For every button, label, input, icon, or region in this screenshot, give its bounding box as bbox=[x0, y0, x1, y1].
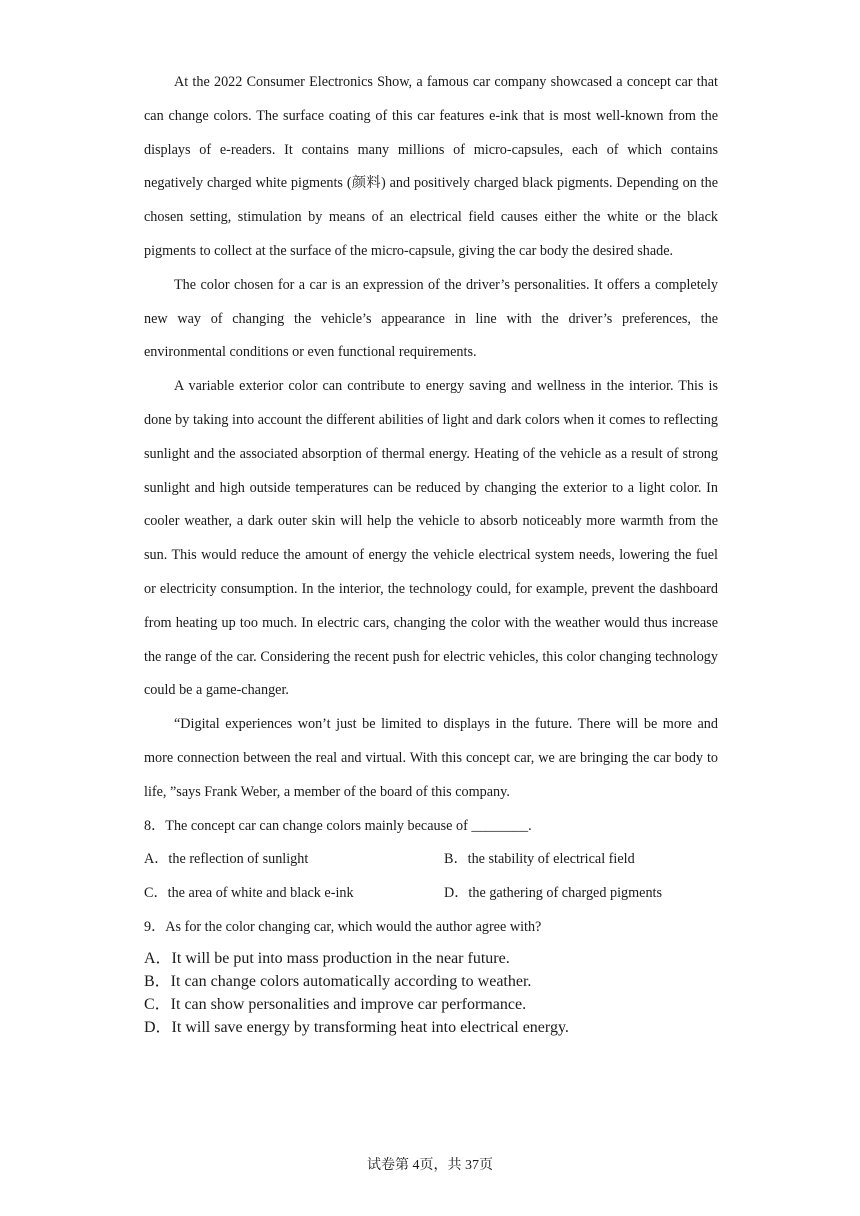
question-9-option-d: D．It will save energy by transforming heat into electrical energy. bbox=[144, 1018, 569, 1036]
question-8-option-b: B．the stability of electrical field bbox=[444, 851, 635, 868]
passage-paragraph-4: “Digital experiences won’t just be limited to displays in the future. There will be more and more connection between the real and virtual. With this concept car, we are bringing the car body to life, ”says Frank Weber, a member of the board of this company. bbox=[144, 716, 718, 800]
passage-paragraph-1: At the 2022 Consumer Electronics Show, a famous car company showcased a concept car that can change colors. The surface coating of this car features e-ink that is most well-known from the displays of e-readers. It contains many millions of micro-capsules, each of which contains negatively charged white pigments (颜料) and positively charged black pigments. Depending on the chosen setting, stimulation by means of an electrical field causes either the white or the black pigments to collect at the surface of the micro-capsule, giving the car body the desired shade. bbox=[144, 74, 718, 259]
question-8-option-a: A．the reflection of sunlight bbox=[144, 851, 309, 868]
page-footer: 试卷第 4页，共 37页 bbox=[367, 1158, 493, 1173]
question-8-option-c: C．the area of white and black e-ink bbox=[144, 885, 354, 902]
passage-paragraph-3: A variable exterior color can contribute to energy saving and wellness in the interior. This is done by taking into account the different abilities of light and dark colors when it comes to reflecting sunlight and the associated absorption of thermal energy. Heating of the vehicle as a result of strong sunlight and high outside temperatures can be reduced by changing the exterior to a light color. In cooler weather, a dark outer skin will help the vehicle to absorb noticeably more warmth from the sun. This would reduce the amount of energy the vehicle electrical system needs, lowering the fuel or electricity consumption. In the interior, the technology could, for example, prevent the dashboard from heating up too much. In electric cars, changing the color with the weather would thus increase the range of the car. Considering the recent push for electric vehicles, this color changing technology could be a game-changer. bbox=[144, 378, 718, 699]
question-8-option-d: D．the gathering of charged pigments bbox=[444, 885, 663, 902]
question-9-option-a: A．It will be put into mass production in the near future. bbox=[144, 949, 510, 967]
question-8-stem: 8．The concept car can change colors mainly because of ________. bbox=[144, 817, 532, 834]
question-9-option-c: C．It can show personalities and improve car performance. bbox=[144, 995, 527, 1013]
question-9-stem: 9．As for the color changing car, which would the author agree with? bbox=[144, 918, 542, 935]
document-page bbox=[144, 66, 718, 1037]
question-9-option-b: B．It can change colors automatically according to weather. bbox=[144, 972, 532, 990]
question-8-options bbox=[144, 843, 718, 911]
passage-paragraph-2: The color chosen for a car is an expression of the driver’s personalities. It offers a completely new way of changing the vehicle’s appearance in line with the driver’s preferences, the environmental conditions or even functional requirements. bbox=[144, 276, 718, 361]
